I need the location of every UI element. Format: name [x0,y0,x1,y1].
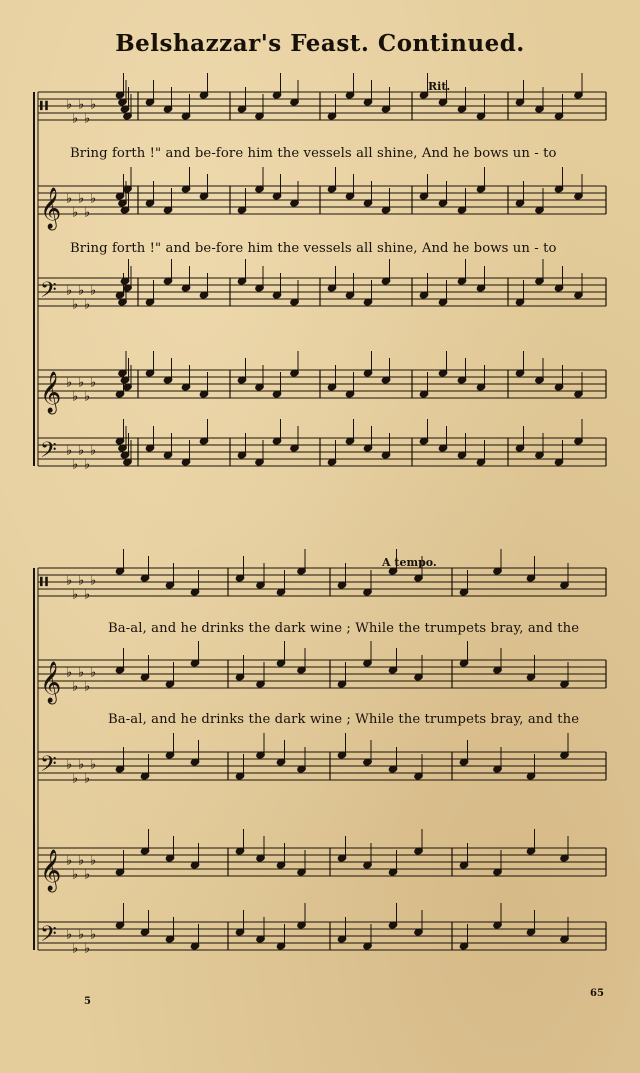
flat-icon: ♭ [66,665,73,681]
flat-icon: ♭ [78,573,85,589]
flat-icon: ♭ [72,297,79,313]
flat-icon: ♭ [84,457,91,473]
flat-icon: ♭ [66,283,73,299]
flat-icon: ♭ [66,757,73,773]
flat-icon: ♭ [90,927,97,943]
flat-icon: ♭ [72,679,79,695]
flat-icon: ♭ [84,771,91,787]
flat-icon: ♭ [72,389,79,405]
flat-icon: ♭ [66,573,73,589]
flat-icon: ♭ [90,443,97,459]
system-braces [34,92,38,950]
lyric-line: Bring forth !" and be-fore him the vessels all shine, And he bows un - to [70,146,557,161]
flat-icon: ♭ [84,941,91,957]
flat-icon: ♭ [78,927,85,943]
flat-icon: ♭ [72,111,79,127]
signature-mark: 5 [84,996,91,1007]
flat-icon: ♭ [90,757,97,773]
flat-icon: ♭ [84,111,91,127]
staff-lines [38,92,606,950]
flat-icon: ♭ [66,191,73,207]
flat-icon: ♭ [72,457,79,473]
flat-icon: ♭ [78,283,85,299]
lyric-line: Ba-al, and he drinks the dark wine ; While the trumpets bray, and the [108,712,580,727]
page-title: Belshazzar's Feast. Continued. [115,30,525,57]
flat-icon: ♭ [90,283,97,299]
clef-icon: 𝄥 [40,568,48,598]
flat-icon: ♭ [78,375,85,391]
flat-icon: ♭ [72,205,79,221]
flat-icon: ♭ [66,375,73,391]
flat-icon: ♭ [78,191,85,207]
clef-icon: 𝄞 [40,188,62,229]
flat-icon: ♭ [78,443,85,459]
flat-icon: ♭ [66,97,73,113]
flat-icon: ♭ [66,443,73,459]
flat-icon: ♭ [78,757,85,773]
flat-icon: ♭ [66,927,73,943]
lyric-line: Ba-al, and he drinks the dark wine ; While the trumpets bray, and the [108,621,580,636]
clef-icon: 𝄢 [40,752,57,782]
flat-icon: ♭ [84,679,91,695]
clef-icon: 𝄥 [40,92,48,122]
clef-icon: 𝄞 [40,662,62,703]
bar-lines [138,92,606,950]
flat-icon: ♭ [78,97,85,113]
flat-icon: ♭ [84,297,91,313]
clef-icon: 𝄞 [40,372,62,413]
flat-icon: ♭ [72,587,79,603]
flat-icon: ♭ [78,665,85,681]
flat-icon: ♭ [66,853,73,869]
tempo-mark-rit: Rit. [428,80,451,93]
flat-icon: ♭ [72,771,79,787]
clefs-and-keys [40,92,96,957]
flat-icon: ♭ [84,205,91,221]
flat-icon: ♭ [90,97,97,113]
flat-icon: ♭ [90,665,97,681]
flat-icon: ♭ [90,853,97,869]
clef-icon: 𝄞 [40,850,62,891]
flat-icon: ♭ [90,573,97,589]
lyric-line: Bring forth !" and be-fore him the vessels all shine, And he bows un - to [70,241,557,256]
tempo-mark-a-tempo: A tempo. [382,556,437,569]
flat-icon: ♭ [84,587,91,603]
flat-icon: ♭ [84,389,91,405]
flat-icon: ♭ [84,867,91,883]
clef-icon: 𝄢 [40,278,57,308]
clef-icon: 𝄢 [40,922,57,952]
flat-icon: ♭ [90,375,97,391]
note-heads [115,73,583,950]
clef-icon: 𝄢 [40,438,57,468]
flat-icon: ♭ [78,853,85,869]
flat-icon: ♭ [72,941,79,957]
flat-icon: ♭ [72,867,79,883]
flat-icon: ♭ [90,191,97,207]
page-number: 65 [590,988,604,999]
